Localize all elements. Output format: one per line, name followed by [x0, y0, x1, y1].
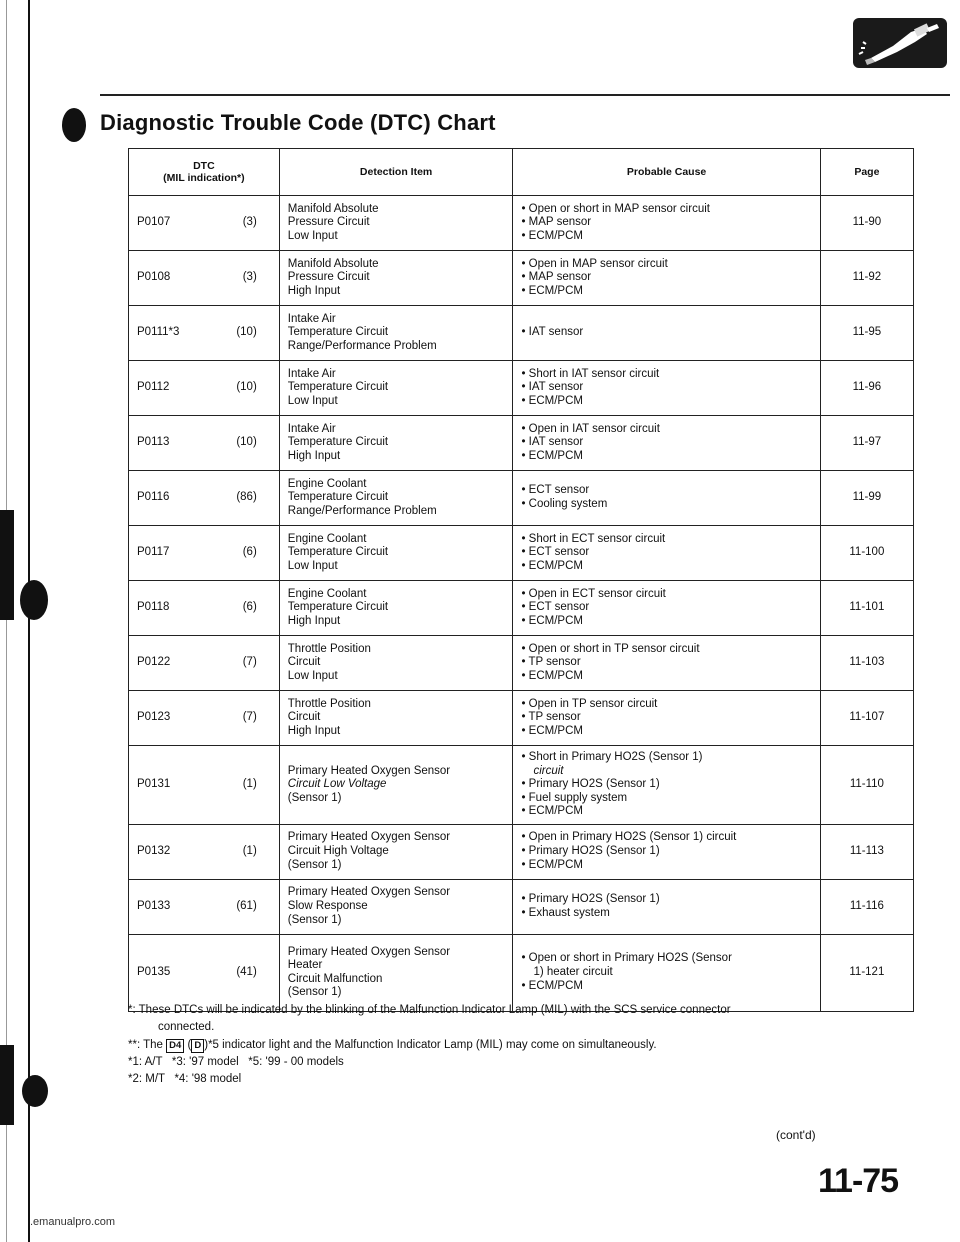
- detection-item-cell: [279, 934, 513, 1011]
- detection-line: Primary Heated Oxygen Sensor: [287, 831, 451, 844]
- detection-line: (Sensor 1): [287, 913, 342, 926]
- page-reference[interactable]: 11-90: [820, 196, 913, 251]
- dtc-code: P0108: [137, 271, 171, 284]
- page-reference[interactable]: 11-96: [820, 361, 913, 416]
- probable-cause-cell: [513, 824, 820, 879]
- detection-line: Low Input: [287, 559, 338, 572]
- footnotes: [128, 1002, 918, 1088]
- cause-line: • ECM/PCM: [521, 858, 583, 871]
- dtc-chart-table: [128, 148, 914, 1012]
- table-row: [129, 934, 914, 1011]
- probable-cause-cell: [513, 361, 820, 416]
- detection-item-cell: [279, 691, 513, 746]
- mil-indication: (86): [236, 491, 257, 504]
- dtc-code-cell: [129, 526, 280, 581]
- detection-line: Pressure Circuit: [287, 216, 370, 229]
- detection-line: Manifold Absolute: [287, 257, 379, 270]
- cause-line: 1) heater circuit: [533, 966, 613, 979]
- cause-line: • TP sensor: [521, 656, 581, 669]
- dtc-code-cell: [129, 691, 280, 746]
- cause-line: • Cooling system: [521, 498, 608, 510]
- dtc-code-cell: [129, 251, 280, 306]
- dtc-code-cell: [129, 746, 280, 825]
- detection-line: Circuit: [287, 656, 321, 669]
- mil-indication: (10): [236, 326, 257, 339]
- cause-line: • Open in IAT sensor circuit: [521, 422, 660, 435]
- watermark: .emanualpro.com: [30, 1216, 115, 1228]
- dtc-code: P0132: [137, 845, 171, 858]
- d4-indicator-icon: D4: [166, 1039, 184, 1053]
- header-rule: [100, 94, 950, 96]
- detection-line: Intake Air: [287, 422, 336, 435]
- cause-line: • Open or short in Primary HO2S (Sensor: [521, 952, 732, 965]
- mil-indication: (1): [242, 778, 257, 791]
- detection-line: Low Input: [287, 669, 338, 682]
- detection-line: Temperature Circuit: [287, 546, 389, 559]
- probable-cause-cell: [513, 691, 820, 746]
- table-row: [129, 746, 914, 825]
- d-indicator-icon: D: [191, 1039, 204, 1053]
- detection-line: Temperature Circuit: [287, 601, 389, 614]
- cause-line: • TP sensor: [521, 711, 581, 724]
- probable-cause-cell: [513, 581, 820, 636]
- dtc-code-cell: [129, 824, 280, 879]
- cause-line: • ECM/PCM: [521, 614, 583, 627]
- detection-line: Circuit: [287, 711, 321, 724]
- cause-line: • ECM/PCM: [521, 979, 583, 992]
- header-page: Page: [820, 149, 913, 196]
- detection-line: High Input: [287, 724, 341, 737]
- detection-line: Throttle Position: [287, 642, 371, 655]
- mil-indication: (10): [236, 381, 257, 394]
- probable-cause-cell: [513, 251, 820, 306]
- cause-line: • Open in ECT sensor circuit: [521, 587, 666, 600]
- page-reference[interactable]: 11-101: [820, 581, 913, 636]
- detection-item-cell: [279, 361, 513, 416]
- table-row: [129, 636, 914, 691]
- dtc-code: P0116: [137, 491, 170, 504]
- table-row: [129, 306, 914, 361]
- binding-shadow: [0, 510, 14, 620]
- probable-cause-cell: [513, 636, 820, 691]
- header-dtc: DTC (MIL indication*): [129, 149, 280, 196]
- page-reference[interactable]: 11-97: [820, 416, 913, 471]
- cause-line: • ECM/PCM: [521, 805, 583, 818]
- mil-indication: (1): [242, 845, 257, 858]
- mil-indication: (10): [236, 436, 257, 449]
- cause-line: • Exhaust system: [521, 906, 610, 919]
- cause-line: • Open or short in TP sensor circuit: [521, 642, 700, 655]
- probable-cause-cell: [513, 196, 820, 251]
- detection-line: Temperature Circuit: [287, 326, 389, 339]
- cause-line: • Fuel supply system: [521, 791, 628, 804]
- table-row: [129, 361, 914, 416]
- mil-indication: (7): [242, 711, 257, 724]
- page-reference[interactable]: 11-113: [820, 824, 913, 879]
- detection-line: (Sensor 1): [287, 791, 342, 804]
- detection-line: (Sensor 1): [287, 858, 342, 871]
- cause-line: • Short in IAT sensor circuit: [521, 367, 660, 380]
- cause-line: • ECM/PCM: [521, 394, 583, 407]
- dtc-table-body: [129, 196, 914, 1012]
- mil-indication: (6): [242, 601, 257, 614]
- cause-line: • ECM/PCM: [521, 669, 583, 682]
- cause-line: • ECT sensor: [521, 546, 590, 559]
- table-row: [129, 581, 914, 636]
- footnote-indicator: **: The D4 ( D )*5 indicator light and the Malfunction Indicator Lamp (MIL) may come on simultaneously.: [128, 1038, 657, 1051]
- dtc-code-cell: [129, 581, 280, 636]
- probable-cause-cell: [513, 416, 820, 471]
- dtc-code: P0135: [137, 966, 171, 979]
- cause-line: • MAP sensor: [521, 216, 592, 229]
- detection-line: Engine Coolant: [287, 477, 367, 490]
- footnote-models-1: *1: A/T *3: '97 model *5: '99 - 00 models: [128, 1055, 344, 1068]
- table-header-row: [129, 149, 914, 196]
- mil-indication: (7): [242, 656, 257, 669]
- dtc-code: P0112: [137, 381, 170, 394]
- page-number: 11-75: [818, 1162, 899, 1200]
- cause-line: • MAP sensor: [521, 271, 592, 284]
- cause-line: • Open or short in MAP sensor circuit: [521, 202, 710, 215]
- page-title: Diagnostic Trouble Code (DTC) Chart: [100, 110, 496, 135]
- binding-hole: [20, 580, 48, 620]
- detection-line: High Input: [287, 284, 341, 297]
- cause-line: • ECM/PCM: [521, 449, 583, 462]
- probable-cause-cell: [513, 306, 820, 361]
- dtc-code: P0131: [137, 778, 171, 791]
- cause-line: • ECT sensor: [521, 484, 590, 497]
- dtc-code-cell: [129, 361, 280, 416]
- detection-line: Temperature Circuit: [287, 381, 389, 394]
- cause-line: • ECM/PCM: [521, 559, 583, 572]
- probable-cause-cell: [513, 471, 820, 526]
- cause-line: • Open in TP sensor circuit: [521, 697, 658, 710]
- cause-line: • IAT sensor: [521, 326, 584, 339]
- dtc-code: P0122: [137, 656, 171, 669]
- page-reference[interactable]: 11-99: [820, 471, 913, 526]
- cause-line: • Short in Primary HO2S (Sensor 1): [521, 751, 703, 763]
- cause-line: • Primary HO2S (Sensor 1): [521, 845, 660, 858]
- mil-indication: (41): [236, 966, 257, 979]
- detection-line: Circuit High Voltage: [287, 845, 389, 858]
- dtc-code: P0107: [137, 216, 171, 229]
- detection-line: High Input: [287, 449, 341, 462]
- dtc-code-cell: [129, 306, 280, 361]
- detection-line: Manifold Absolute: [287, 202, 379, 215]
- detection-item-cell: [279, 581, 513, 636]
- detection-line: Intake Air: [287, 312, 336, 325]
- table-row: [129, 879, 914, 934]
- detection-line: Circuit Low Voltage: [287, 778, 387, 791]
- header-probable-cause: Probable Cause: [513, 149, 820, 196]
- cause-line: • ECM/PCM: [521, 229, 583, 242]
- detection-line: Low Input: [287, 394, 338, 407]
- cause-line: • IAT sensor: [521, 381, 584, 394]
- detection-line: High Input: [287, 614, 341, 627]
- detection-line: Primary Heated Oxygen Sensor: [287, 886, 451, 899]
- probable-cause-cell: [513, 526, 820, 581]
- dtc-code: P0111*3: [137, 326, 180, 339]
- detection-line: Primary Heated Oxygen Sensor: [287, 764, 451, 777]
- page-reference[interactable]: 11-116: [820, 879, 913, 934]
- detection-line: Temperature Circuit: [287, 436, 389, 449]
- detection-line: Low Input: [287, 229, 338, 242]
- dtc-code-cell: [129, 196, 280, 251]
- dtc-code: P0113: [137, 436, 170, 449]
- dtc-code: P0133: [137, 900, 171, 913]
- detection-line: Slow Response: [287, 900, 368, 913]
- detection-line: Circuit Malfunction: [287, 972, 383, 985]
- detection-item-cell: [279, 306, 513, 361]
- detection-line: Engine Coolant: [287, 532, 367, 545]
- table-row: [129, 824, 914, 879]
- detection-line: Heater: [287, 959, 323, 972]
- cause-line: • Short in ECT sensor circuit: [521, 532, 666, 545]
- cause-line: • ECM/PCM: [521, 284, 583, 297]
- probable-cause-cell: [513, 934, 820, 1011]
- detection-item-cell: [279, 746, 513, 825]
- detection-item-cell: [279, 196, 513, 251]
- detection-item-cell: [279, 879, 513, 934]
- cause-line: • ECM/PCM: [521, 724, 583, 737]
- cause-line: • Open in MAP sensor circuit: [521, 257, 668, 270]
- footnote-mil-cont: connected.: [158, 1021, 215, 1034]
- binding-hole: [22, 1075, 48, 1107]
- header-detection-item: Detection Item: [279, 149, 513, 196]
- page-reference[interactable]: 11-100: [820, 526, 913, 581]
- binding-shadow: [0, 1045, 14, 1125]
- dtc-code-cell: [129, 636, 280, 691]
- table-row: [129, 251, 914, 306]
- detection-line: Temperature Circuit: [287, 491, 389, 504]
- detection-line: Intake Air: [287, 367, 336, 380]
- page-reference[interactable]: 11-107: [820, 691, 913, 746]
- cause-line: • Primary HO2S (Sensor 1): [521, 778, 660, 791]
- dtc-code-cell: [129, 471, 280, 526]
- dtc-code: P0118: [137, 601, 170, 614]
- detection-item-cell: [279, 824, 513, 879]
- cause-line: circuit: [533, 764, 564, 777]
- dtc-code: P0117: [137, 546, 170, 559]
- binding-edge: [28, 0, 30, 1242]
- detection-item-cell: [279, 526, 513, 581]
- page-reference[interactable]: 11-103: [820, 636, 913, 691]
- mil-indication: (61): [236, 900, 257, 913]
- detection-item-cell: [279, 251, 513, 306]
- detection-line: Range/Performance Problem: [287, 339, 437, 352]
- detection-line: Throttle Position: [287, 697, 371, 710]
- dtc-code: P0123: [137, 711, 171, 724]
- footnote-models-2: *2: M/T *4: '98 model: [128, 1073, 242, 1085]
- table-row: [129, 196, 914, 251]
- cause-line: • ECT sensor: [521, 601, 590, 614]
- detection-item-cell: [279, 471, 513, 526]
- detection-line: Range/Performance Problem: [287, 504, 437, 517]
- detection-line: (Sensor 1): [287, 986, 342, 999]
- detection-line: Engine Coolant: [287, 587, 367, 600]
- page-reference[interactable]: 11-95: [820, 306, 913, 361]
- continued-label: (cont'd): [776, 1128, 816, 1142]
- detection-line: Primary Heated Oxygen Sensor: [287, 945, 451, 958]
- cause-line: • Open in Primary HO2S (Sensor 1) circuit: [521, 831, 737, 844]
- title-bullet: [62, 108, 86, 142]
- table-row: [129, 416, 914, 471]
- detection-item-cell: [279, 636, 513, 691]
- dtc-code-cell: [129, 416, 280, 471]
- dtc-code-cell: [129, 934, 280, 1011]
- page-reference[interactable]: 11-92: [820, 251, 913, 306]
- detection-item-cell: [279, 416, 513, 471]
- probable-cause-cell: [513, 879, 820, 934]
- cause-line: • IAT sensor: [521, 436, 584, 449]
- table-row: [129, 471, 914, 526]
- probable-cause-cell: [513, 746, 820, 825]
- footnote-mil: *: These DTCs will be indicated by the blinking of the Malfunction Indicator Lamp (MIL) with the SCS service connector: [128, 1004, 731, 1016]
- cause-line: • Primary HO2S (Sensor 1): [521, 893, 660, 906]
- table-row: [129, 526, 914, 581]
- table-row: [129, 691, 914, 746]
- mil-indication: (6): [242, 546, 257, 559]
- mil-indication: (3): [242, 216, 257, 229]
- dtc-code-cell: [129, 879, 280, 934]
- spark-plug-icon: [853, 18, 947, 68]
- page-reference[interactable]: 11-121: [820, 934, 913, 1011]
- detection-line: Pressure Circuit: [287, 271, 370, 284]
- mil-indication: (3): [242, 271, 257, 284]
- page-reference[interactable]: 11-110: [820, 746, 913, 825]
